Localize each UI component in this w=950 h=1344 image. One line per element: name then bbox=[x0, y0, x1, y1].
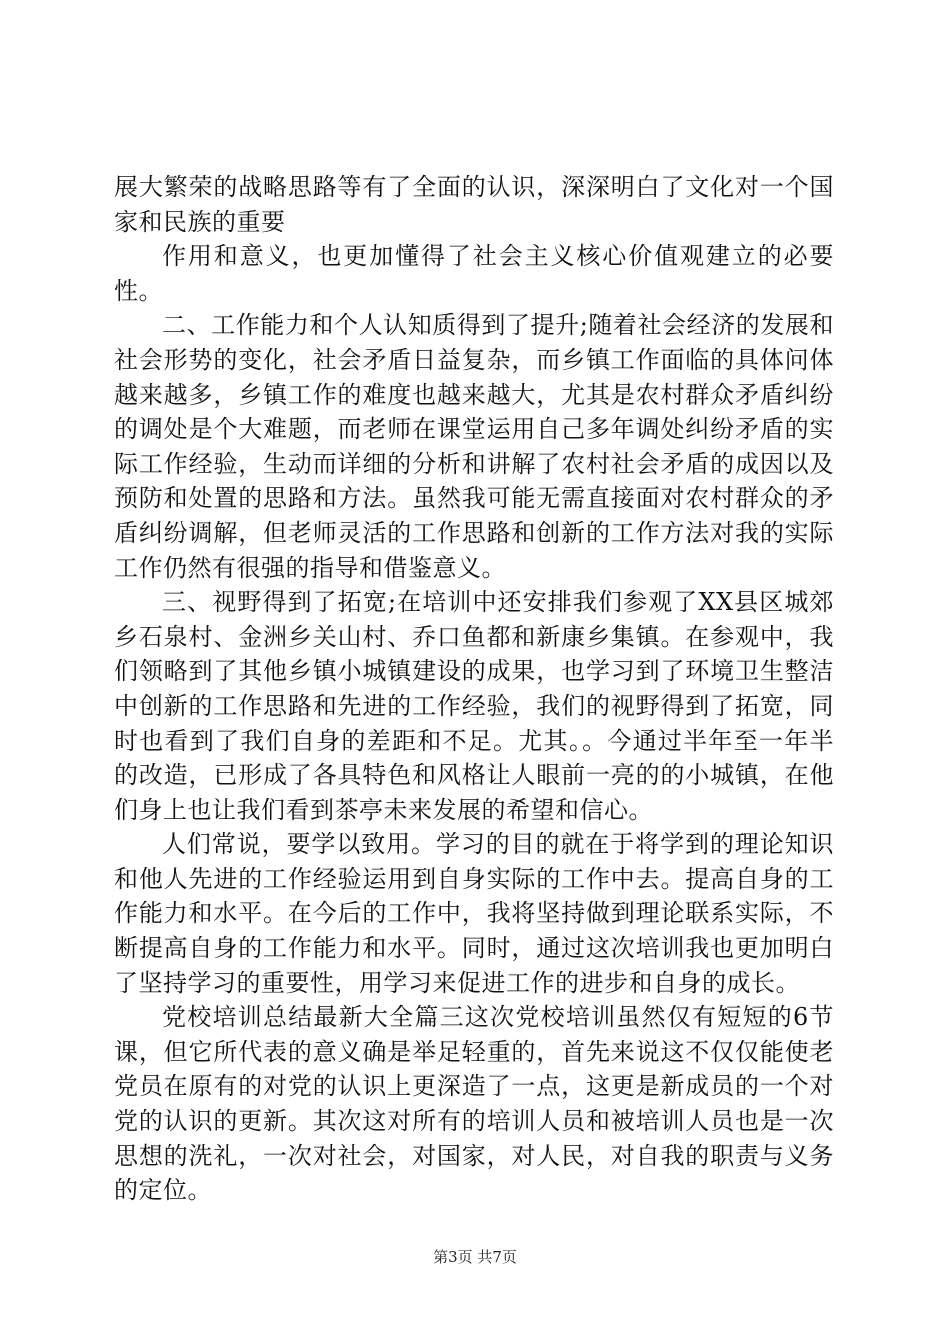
document-body bbox=[114, 170, 834, 1208]
paragraph-4: 三、视野得到了拓宽;在培训中还安排我们参观了XX县区城郊乡石泉村、金洲乡关山村、乔口鱼都和新康乡集镇。在参观中，我们领略到了其他乡镇小城镇建设的成果，也学习到了环境卫生整洁中创新的工作思路和先进的工作经验，我们的视野得到了拓宽，同时也看到了我们自身的差距和不足。尤其。。今通过半年至一年半的改造，已形成了各具特色和风格让人眼前一亮的的小城镇，在他们身上也让我们看到茶亭未来发展的希望和信心。 bbox=[114, 588, 834, 824]
paragraph-1: 展大繁荣的战略思路等有了全面的认识，深深明白了文化对一个国家和民族的重要 bbox=[114, 173, 834, 236]
page-number-footer: 第3页 共7页 bbox=[433, 1248, 517, 1266]
paragraph-6: 党校培训总结最新大全篇三这次党校培训虽然仅有短短的6节课，但它所代表的意义确是举足轻重的，首先来说这不仅仅能使老党员在原有的对党的认识上更深造了一点，这更是新成员的一个对党的认识的更新。其次这对所有的培训人员和被培训人员也是一次思想的洗礼，一次对社会，对国家，对人民，对自我的职责与义务的定位。 bbox=[114, 1003, 834, 1205]
paragraph-5: 人们常说，要学以致用。学习的目的就在于将学到的理论知识和他人先进的工作经验运用到自身实际的工作中去。提高自身的工作能力和水平。在今后的工作中，我将坚持做到理论联系实际，不断提高自身的工作能力和水平。同时，通过这次培训我也更加明白了坚持学习的重要性，用学习来促进工作的进步和自身的成长。 bbox=[114, 830, 834, 997]
paragraph-3: 二、工作能力和个人认知质得到了提升;随着社会经济的发展和社会形势的变化，社会矛盾日益复杂，而乡镇工作面临的具体问体越来越多，乡镇工作的难度也越来越大，尤其是农村群众矛盾纠纷的调处是个大难题，而老师在课堂运用自己多年调处纠纷矛盾的实际工作经验，生动而详细的分析和讲解了农村社会矛盾的成因以及预防和处置的思路和方法。虽然我可能无需直接面对农村群众的矛盾纠纷调解，但老师灵活的工作思路和创新的工作方法对我的实际工作仍然有很强的指导和借鉴意义。 bbox=[114, 311, 834, 582]
paragraph-2: 作用和意义，也更加懂得了社会主义核心价值观建立的必要性。 bbox=[114, 242, 834, 305]
